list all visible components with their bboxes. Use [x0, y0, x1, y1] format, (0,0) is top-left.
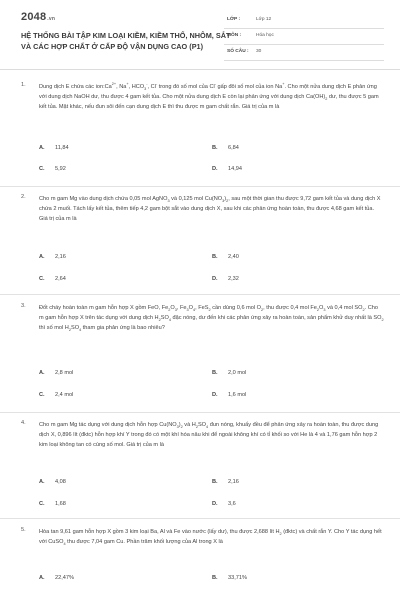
option-c[interactable]: C. 2,64: [39, 276, 66, 282]
meta-row-count: SỐ CÂU : 30: [224, 45, 384, 61]
site-logo[interactable]: 2048.vn: [21, 11, 56, 23]
question-separator: [0, 518, 400, 519]
option-c[interactable]: C. 2,4 mol: [39, 392, 74, 398]
question-text: Hòa tan 9,61 gam hỗn hợp X gồm 3 kim loại Ba, Al và Fe vào nước (lấy dư), thu được 2,688 lít $H_2$ (đktc) và chất rắn Y. Cho Y tác dụng hết với CuSO$_4$ thu được 7,04 gam Cu. Phần trăm khối lượng của Al trong X là: [39, 529, 382, 547]
worksheet-page: 2048.vn HỆ THỐNG BÀI TẬP KIM LOẠI KIỀM, KIỀM THỔ, NHÔM, SẮT VÀ CÁC HỢP CHẤT Ở CẤP ĐỘ VẬN DỤNG CAO (P1) LỚP : Lớp 12 MÔN : Hóa học SỐ CÂU : 30 1. Dung dịch E chứa các $ion:Ca^{2+}$, Na+, $HCO_3^-$, Cl- trong đó số mol của Cl- gấp đôi số mol của ion Na+. Cho một nửa dung dịch E phản ứng với dung dịch NaOH dư, thu được 4 gam kết tủa. Cho một nửa dung dịch E còn lại phản ứng với dung dịch $Ca(OH)_2$ dư, thu được 5 gam kết tủa. Mặt khác, nếu đun sôi đến cạn dung dịch E thì thu được m gam chất rắn. Giá trị của m là A. 11,84 B. 6,84 C. 5,92 D. 14,94 2. Cho m gam Mg vào dung dịch chứa 0,05 mol AgNO$_3$ và 0,125 mol $Cu(NO_3)_2$, sau một thời gian thu được 9,72 gam kết tủa và dung dịch X chứa 2 muối. Tách lấy kết tủa, thêm tiếp 4,2 gam bột sắt vào dung dịch X, sau khi các phản ứng hoàn toàn, thu được 4,68 gam kết tủa. Giá trị của m là A. 2,16 B. 2,40 C. 2,64 D. 2,32 3. Đốt cháy hoàn toàn m gam hỗn hợp X gồm FeO, $Fe_2O_3$, $Fe_3O_4$, FeS$_2$ cần dùng 0,6 mol $O_2$, thu được 0,4 mol $Fe_2O_3$ và 0,4 mol $SO_2$. Cho m gam hỗn hợp X trên tác dụng với dung dịch $H_2SO_4$ đặc nóng, dư đến khi các phản ứng xảy ra hoàn toàn, sản phẩm khử duy nhất là $SO_2$ thì số mol $H_2SO_4$ tham gia phản ứng là bao nhiêu? A. 2,8 mol B. 2,0 mol C. 2,4 mol D. 1,6 mol 4. Cho m gam Mg tác dụng với dung dịch hỗn hợp $Cu(NO_3)_2$ và $H_2SO_4$ đun nóng, khuấy đều để phản ứng xảy ra hoàn toàn, thu được dung dịch X, 0,896 lít (đktc) hỗn hợp khí Y trong đó có một khí hóa nâu khi để ngoài không khí có tỉ khối so với He là 4 và 1,76 gam hỗn hợp 2 kim loại không tan có cùng số mol. Giá trị của m là A. 4,08 B. 2,16 C. 1,68 D. 3,6 5. Hòa tan 9,61 gam hỗn hợp X gồm 3 kim loại Ba, Al và Fe vào nước (lấy dư), thu được 2,688 lít $H_2$ (đktc) và chất rắn Y. Cho Y tác dụng hết với CuSO$_4$ thu được 7,04 gam Cu. Phần trăm khối lượng của Al trong X là A. 22,47% B. 33,71%: [0, 0, 400, 600]
option-b[interactable]: B. 2,0 mol: [212, 370, 247, 376]
option-d[interactable]: D. 1,6 mol: [212, 392, 247, 398]
question-text: Dung dịch E chứa các $ion:Ca^{2+}$, Na+, $HCO_3^-$, Cl- trong đó số mol của Cl- gấp đôi số mol của ion Na+. Cho một nửa dung dịch E phản ứng với dung dịch NaOH dư, thu được 4 gam kết tủa. Cho một nửa dung dịch E còn lại phản ứng với dung dịch $Ca(OH)_2$ dư, thu được 5 gam kết tủa. Mặt khác, nếu đun sôi đến cạn dung dịch E thì thu được m gam chất rắn. Giá trị của m là: [39, 82, 379, 110]
worksheet-title: HỆ THỐNG BÀI TẬP KIM LOẠI KIỀM, KIỀM THỔ, NHÔM, SẮT VÀ CÁC HỢP CHẤT Ở CẤP ĐỘ VẬN DỤNG CAO (P1): [21, 31, 231, 51]
meta-table: [224, 13, 384, 61]
option-a[interactable]: A. 22,47%: [39, 575, 74, 581]
option-d[interactable]: D. 2,32: [212, 276, 239, 282]
option-c[interactable]: C. 5,92: [39, 166, 66, 172]
question-text: Đốt cháy hoàn toàn m gam hỗn hợp X gồm FeO, $Fe_2O_3$, $Fe_3O_4$, FeS$_2$ cần dùng 0,6 mol $O_2$, thu được 0,4 mol $Fe_2O_3$ và 0,4 mol $SO_2$. Cho m gam hỗn hợp X trên tác dụng với dung dịch $H_2SO_4$ đặc nóng, dư đến khi các phản ứng xảy ra hoàn toàn, sản phẩm khử duy nhất là $SO_2$ thì số mol $H_2SO_4$ tham gia phản ứng là bao nhiêu?: [39, 305, 384, 333]
question-separator: [0, 294, 400, 295]
question-separator: [0, 186, 400, 187]
header: [0, 0, 400, 66]
option-a[interactable]: A. 11,84: [39, 145, 69, 151]
question-text: Cho m gam Mg tác dụng với dung dịch hỗn hợp $Cu(NO_3)_2$ và $H_2SO_4$ đun nóng, khuấy đều để phản ứng xảy ra hoàn toàn, thu được dung dịch X, 0,896 lít (đktc) hỗn hợp khí Y trong đó có một khí hóa nâu khi để ngoài không khí có tỉ khối so với He là 4 và 1,76 gam hỗn hợp 2 kim loại không tan có cùng số mol. Giá trị của m là: [39, 422, 379, 448]
option-a[interactable]: A. 2,16: [39, 254, 66, 260]
option-a[interactable]: A. 4,08: [39, 479, 66, 485]
option-b[interactable]: B. 2,40: [212, 254, 239, 260]
option-d[interactable]: D. 14,94: [212, 166, 242, 172]
option-b[interactable]: B. 2,16: [212, 479, 239, 485]
option-d[interactable]: D. 3,6: [212, 501, 236, 507]
option-b[interactable]: B. 6,84: [212, 145, 239, 151]
question-separator: [0, 412, 400, 413]
option-b[interactable]: B. 33,71%: [212, 575, 247, 581]
option-a[interactable]: A. 2,8 mol: [39, 370, 74, 376]
meta-row-subject: MÔN : Hóa học: [224, 29, 384, 45]
meta-row-class: LỚP : Lớp 12: [224, 13, 384, 29]
header-divider: [0, 69, 400, 70]
question-text: Cho m gam Mg vào dung dịch chứa 0,05 mol AgNO$_3$ và 0,125 mol $Cu(NO_3)_2$, sau một thời gian thu được 9,72 gam kết tủa và dung dịch X chứa 2 muối. Tách lấy kết tủa, thêm tiếp 4,2 gam bột sắt vào dung dịch X, sau khi các phản ứng hoàn toàn, thu được 4,68 gam kết tủa. Giá trị của m là: [39, 196, 381, 222]
option-c[interactable]: C. 1,68: [39, 501, 66, 507]
